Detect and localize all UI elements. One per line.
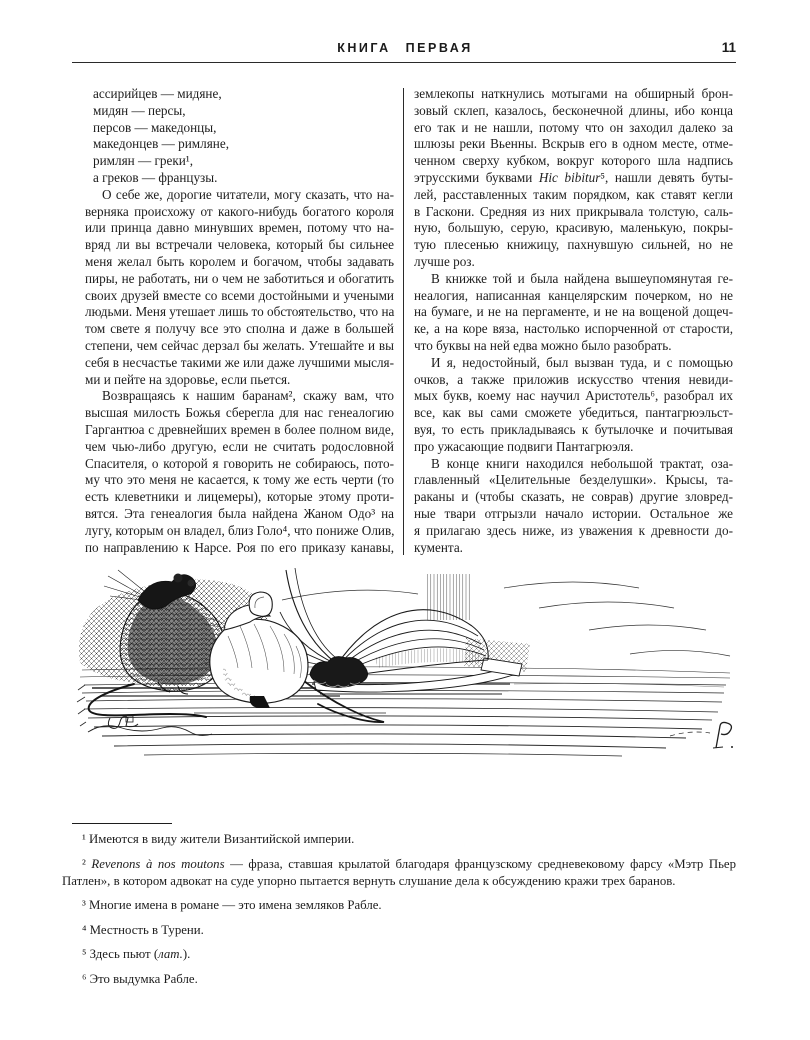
text-line: людьми. Меня утешает лишь то обстоятельство, что на <box>85 304 395 320</box>
text-line: я прилагаю здесь ниже, из уважения к древности до- <box>414 522 733 538</box>
text-column-left <box>85 86 394 556</box>
text-line: вятся. Эта генеалогия была найдена Жаном Одо³ на <box>85 505 394 521</box>
text-line: тую плесенью книжицу, пахнувшую сильней, но не <box>414 237 733 253</box>
engraving-illustration <box>74 566 736 764</box>
footnote: ¹ Имеются в виду жители Византийской империи. <box>82 832 355 846</box>
footnote: ² Revenons à nos moutons — фраза, ставшая крылатой благодаря французскому средневековому фарсу «Мэтр Пьер Патлен», в котором адвокат на суде упорно пытается вернуть слушание дела к обсуждению кражи трех баранов. <box>62 856 736 888</box>
text-line: зовый склеп, казалось, бесконечной длины, ибо конца <box>414 102 733 118</box>
text-line: лугу, которым он владел, близ Голо⁴, что пониже Олив, <box>85 522 395 538</box>
running-head-title: КНИГА ПЕРВАЯ <box>337 41 473 55</box>
engraver-monogram <box>670 722 733 748</box>
text-line: высшая милость Божья сберегла для нас генеалогию <box>85 405 394 421</box>
text-line: землекопы наткнулись мотыгами на обширный брон- <box>414 86 733 101</box>
text-line: себя в несчастье такими же или даже лучшими мысля- <box>85 354 394 370</box>
text-line: ассирийцев — мидяне, <box>93 86 222 101</box>
text-line: в Гаскони. Средняя из них прикрывала толстую, саль- <box>414 203 733 219</box>
text-line: кумента. <box>414 539 463 555</box>
text-line: его так и не нашли, потому что он заходил далеко за <box>414 119 733 135</box>
footnote: ⁴ Местность в Турени. <box>82 922 204 937</box>
text-line: мых букв, коему нас научил Аристотель⁶, разобрал их <box>414 388 733 404</box>
text-line: по направлению к Нарсе. Роя по его приказу канавы, <box>85 539 394 555</box>
text-line: главленный «Целительные безделушки». Крысы, та- <box>414 472 733 488</box>
text-line: Гаргантюа с древнейших времен в более полном виде, <box>85 421 394 437</box>
text-line: своих друзей вместе со всеми достойными и учеными <box>85 287 394 303</box>
text-line: лучше роз. <box>414 253 475 269</box>
text-line: раканы и (чтобы сказать, не соврав) другие зловред- <box>414 489 733 505</box>
text-line: македонцев — римляне, <box>93 136 229 152</box>
text-line: что буквы на ней едва можно было разобрать. <box>414 337 672 353</box>
text-line: лей, расставленных таким порядком, как ставят кегли <box>414 186 733 202</box>
text-line: про ужасающие подвиги Пантагрюэля. <box>414 438 634 454</box>
text-line: том свете я получу все это сполна и даже в большей <box>85 321 394 337</box>
open-book <box>276 568 522 692</box>
footnotes-block <box>62 831 736 995</box>
text-line: вуя, то есть прикладываясь к бутылочке и почитывая <box>414 421 733 437</box>
text-line: верняка происхожу от какого-нибудь богатого короля <box>85 203 394 219</box>
text-line: очков, а также приложив искусство чтения невиди- <box>414 371 733 387</box>
text-line: Возвращаясь к нашим баранам², скажу вам, что <box>102 388 394 404</box>
text-line: ные твари отгрызли начало истории. Остальное же <box>414 505 733 521</box>
text-line: В книжке той и была найдена вышеупомянутая ге- <box>431 270 733 286</box>
text-line: В конце книги находился небольшой трактат, оза- <box>431 455 733 471</box>
text-line: есть клеветники и лицемеры), которые этому проти- <box>85 489 394 505</box>
text-line: персов — македонцы, <box>93 119 217 135</box>
text-line: О себе же, дорогие читатели, могу сказать, что на- <box>102 186 394 202</box>
text-line: ке, а на коре вяза, настолько испорченной от старости, <box>414 321 733 337</box>
text-line: ченном сверху кубком, вокруг которого шла надпись <box>414 153 733 169</box>
text-line: римлян — греки¹, <box>93 153 194 169</box>
footnote: ⁶ Это выдумка Рабле. <box>82 971 198 986</box>
text-line: меня желал быть королем и богачом, чтобы задавать <box>85 253 394 269</box>
text-line: ми и пейте на здоровье, если пьется. <box>85 371 291 387</box>
text-line: шлюзы реки Вьенны. Вскрыв его в одном месте, отме- <box>414 136 733 152</box>
footnote: ³ Многие имена в романе — это имена земляков Рабле. <box>82 898 382 912</box>
text-line: на бумаге, и не на пергаменте, и не на вощеной дощеч- <box>414 304 733 320</box>
text-line: ную, большую, серую, красивую, маленькую, покры- <box>414 220 733 236</box>
text-line: а греков — французы. <box>93 169 218 185</box>
text-line: му что это меня не касается, к тому же есть черти (то <box>85 472 394 488</box>
column-divider <box>403 88 404 555</box>
text-column-right <box>414 86 733 556</box>
text-line: пиры, не работать, ни о чем не заботиться и обогатить <box>85 270 394 286</box>
text-line: мидян — персы, <box>93 102 186 118</box>
text-line: или принца давно минувших времен, потому что на- <box>85 220 394 236</box>
text-line: вряд ли вы встречали человека, который бы сильнее <box>85 237 394 253</box>
header-rule <box>72 62 736 63</box>
footnote-rule <box>72 823 172 824</box>
text-line: И я, недостойный, был вызван туда, и с помощью <box>431 354 733 370</box>
text-line: неалогия, написанная канцелярским почерком, но не <box>414 287 733 303</box>
text-line: Спасителя, о которой я говорить не собираюсь, пото- <box>85 455 394 471</box>
footnote: ⁵ Здесь пьют (лат.). <box>82 947 191 961</box>
text-line: все, как вы сами сможете убедиться, пантагрюэльст- <box>414 405 733 421</box>
page-number: 11 <box>721 40 736 55</box>
text-line: степени, чем сейчас дерзал бы желать. Утешайте и вы <box>85 337 394 353</box>
text-line: этрусскими буквами Hic bibitur⁵, нашли девять буты- <box>414 169 734 185</box>
text-line: чем чью-либо другую, если не считать родословной <box>85 438 394 454</box>
